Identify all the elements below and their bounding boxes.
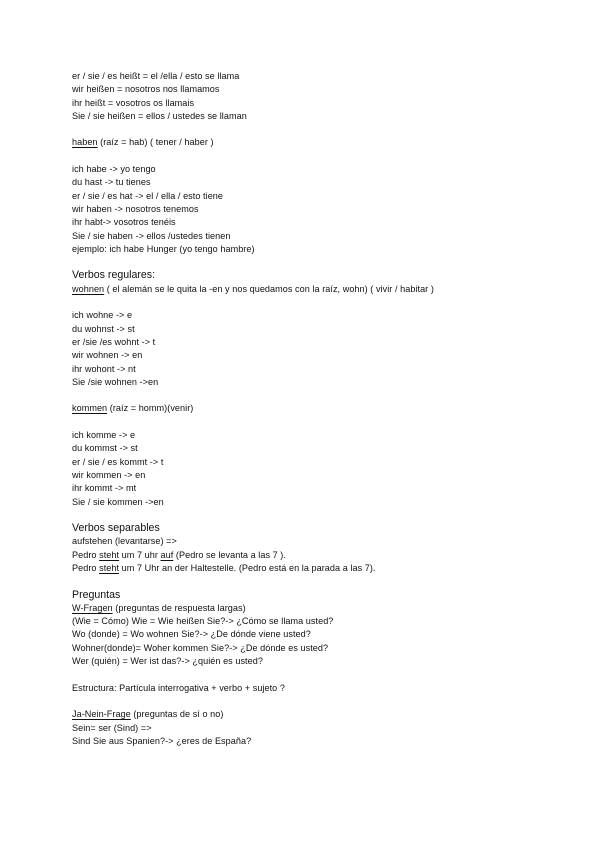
underlined-verb: wohnen xyxy=(72,283,105,294)
heading-rest: (preguntas de respuesta largas) xyxy=(112,602,246,613)
text-line: wir kommen -> en xyxy=(72,469,146,480)
spacer xyxy=(72,416,572,429)
heading-rest: ( el alemán se le quita la -en y nos quedamos con la raíz, wohn) ( vivir / habitar ) xyxy=(104,283,434,294)
heading-rest: (raíz = hab) ( tener / haber ) xyxy=(97,137,214,148)
text-line: ich wohne -> e xyxy=(72,310,133,321)
underlined-verb: haben xyxy=(72,137,98,148)
heading-rest: (preguntas de sí o no) xyxy=(130,709,224,720)
section-heading: Verbos regulares: xyxy=(72,269,156,282)
text-line: Sie /sie wohnen ->en xyxy=(72,376,159,387)
underlined-word: auf xyxy=(160,549,174,560)
text-line: Estructura: Partícula interrogativa + verbo + sujeto ? xyxy=(72,682,285,693)
spacer xyxy=(72,695,572,708)
text-part: Pedro xyxy=(72,549,100,560)
janein-heading xyxy=(72,708,572,721)
text-line: ihr wohont -> nt xyxy=(72,363,136,374)
spacer xyxy=(72,123,572,136)
underlined-term: W-Fragen xyxy=(72,602,113,613)
spacer xyxy=(72,150,572,163)
text-line: Wer (quién) = Wer ist das?-> ¿quién es usted? xyxy=(72,656,263,667)
text-line: er / sie / es hat -> el / ella / esto tiene xyxy=(72,190,224,201)
underlined-verb: kommen xyxy=(72,403,108,414)
example-line xyxy=(72,562,572,575)
spacer xyxy=(72,575,572,588)
haben-heading xyxy=(72,136,572,149)
spacer xyxy=(72,389,572,402)
text-line: aufstehen (levantarse) => xyxy=(72,536,177,547)
spacer xyxy=(72,296,572,309)
text-line: ejemplo: ich habe Hunger (yo tengo hambre) xyxy=(72,243,255,254)
text-part: (Pedro se levanta a las 7 ). xyxy=(173,549,286,560)
kommen-heading xyxy=(72,402,572,415)
text-line: du kommst -> st xyxy=(72,443,138,454)
spacer xyxy=(72,668,572,681)
text-line: Sie / sie heißen = ellos / ustedes se llaman xyxy=(72,110,247,121)
text-line: Sind Sie aus Spanien?-> ¿eres de España? xyxy=(72,735,252,746)
text-line: ich habe -> yo tengo xyxy=(72,164,156,175)
text-line: Wohner(donde)= Woher kommen Sie?-> ¿De dónde es usted? xyxy=(72,642,329,653)
heading-rest: (raíz = homm)(venir) xyxy=(107,403,194,414)
spacer xyxy=(72,256,572,269)
text-part: um 7 uhr xyxy=(119,549,161,560)
text-line: ihr habt-> vosotros tenéis xyxy=(72,217,176,228)
text-line: ich komme -> e xyxy=(72,430,136,441)
text-line: Sie / sie haben -> ellos /ustedes tienen xyxy=(72,230,231,241)
underlined-word: steht xyxy=(99,549,120,560)
text-line: wir heißen = nosotros nos llamamos xyxy=(72,84,220,95)
section-heading: Preguntas xyxy=(72,588,121,601)
text-line: Sein= ser (Sind) => xyxy=(72,722,152,733)
text-part: Pedro xyxy=(72,562,100,573)
spacer xyxy=(72,509,572,522)
text-line: du wohnst -> st xyxy=(72,323,135,334)
text-line: Wo (donde) = Wo wohnen Sie?-> ¿De dónde viene usted? xyxy=(72,629,311,640)
text-line: er / sie / es kommt -> t xyxy=(72,456,164,467)
text-line: Sie / sie kommen ->en xyxy=(72,496,164,507)
wfragen-heading xyxy=(72,602,572,615)
text-line: wir haben -> nosotros tenemos xyxy=(72,203,199,214)
text-line: er / sie / es heißt = el /ella / esto se llama xyxy=(72,71,240,81)
text-line: ihr kommt -> mt xyxy=(72,483,137,494)
document-page xyxy=(72,70,572,748)
example-line xyxy=(72,549,572,562)
wohnen-heading xyxy=(72,283,572,296)
underlined-word: steht xyxy=(99,562,120,573)
section-heading: Verbos separables xyxy=(72,522,160,535)
text-line: ihr heißt = vosotros os llamais xyxy=(72,97,195,108)
text-line: (Wie = Cómo) Wie = Wie heißen Sie?-> ¿Cómo se llama usted? xyxy=(72,616,334,627)
text-part: um 7 Uhr an der Haltestelle. (Pedro está en la parada a las 7). xyxy=(119,562,376,573)
text-line: du hast -> tu tienes xyxy=(72,177,151,188)
text-line: er /sie /es wohnt -> t xyxy=(72,336,156,347)
text-line: wir wohnen -> en xyxy=(72,350,143,361)
underlined-term: Ja-Nein-Frage xyxy=(72,709,131,720)
